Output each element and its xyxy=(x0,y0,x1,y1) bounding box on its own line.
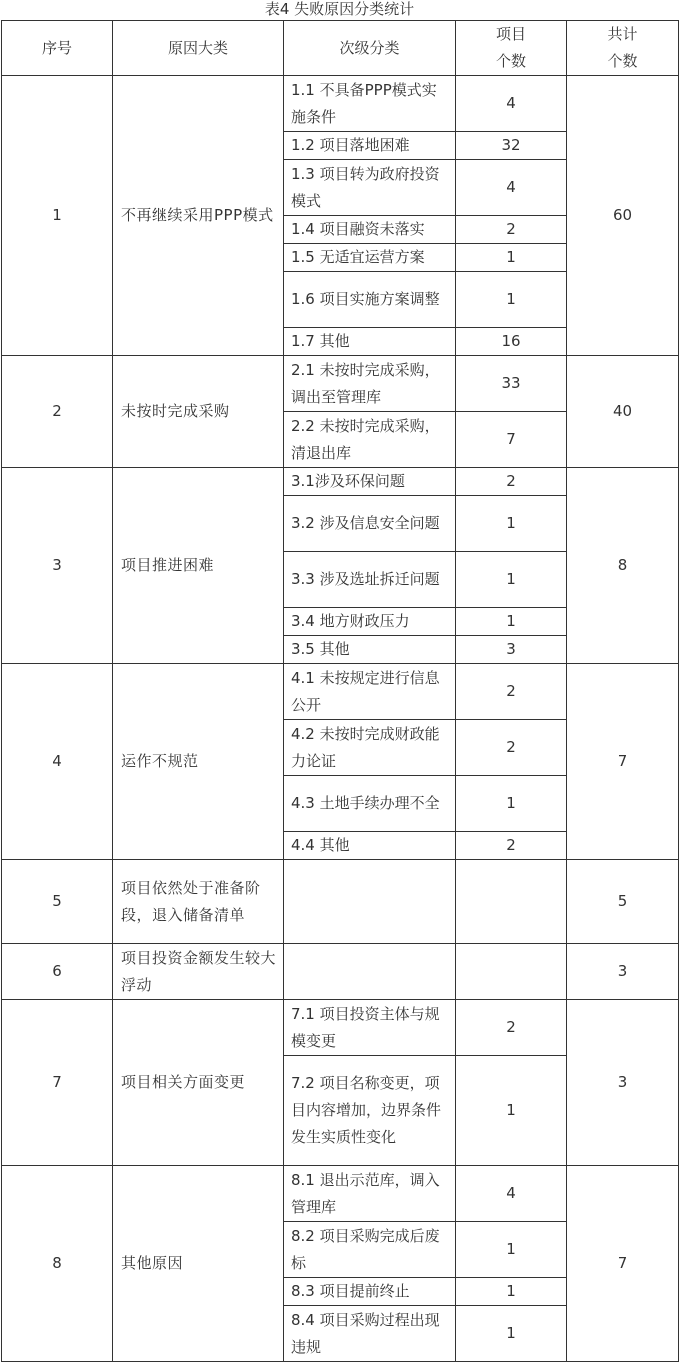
cell-count: 32 xyxy=(456,132,567,160)
cell-subcategory: 1.5 无适宜运营方案 xyxy=(284,244,456,272)
cell-subcategory: 7.1 项目投资主体与规模变更 xyxy=(284,1000,456,1056)
cell-subcategory xyxy=(284,860,456,944)
cell-no: 1 xyxy=(2,76,113,356)
header-total-line2: 个数 xyxy=(607,52,638,70)
cell-count: 1 xyxy=(456,244,567,272)
cell-subcategory: 7.2 项目名称变更，项目内容增加，边界条件发生实质性变化 xyxy=(284,1056,456,1166)
cell-category: 未按时完成采购 xyxy=(113,356,284,468)
cell-count: 4 xyxy=(456,1166,567,1222)
cell-no: 2 xyxy=(2,356,113,468)
header-category: 原因大类 xyxy=(113,21,284,76)
cell-subcategory: 8.3 项目提前终止 xyxy=(284,1278,456,1306)
cell-subcategory: 4.3 土地手续办理不全 xyxy=(284,776,456,832)
cell-count: 2 xyxy=(456,1000,567,1056)
cell-category: 项目推进困难 xyxy=(113,468,284,664)
cell-total: 8 xyxy=(567,468,679,664)
cell-subcategory xyxy=(284,944,456,1000)
cell-count: 1 xyxy=(456,1222,567,1278)
cell-total: 40 xyxy=(567,356,679,468)
cell-count: 1 xyxy=(456,1278,567,1306)
cell-subcategory: 4.4 其他 xyxy=(284,832,456,860)
cell-no: 6 xyxy=(2,944,113,1000)
cell-subcategory: 1.6 项目实施方案调整 xyxy=(284,272,456,328)
header-subcategory: 次级分类 xyxy=(284,21,456,76)
table-row xyxy=(2,468,679,496)
table-row xyxy=(2,76,679,132)
cell-category: 项目相关方面变更 xyxy=(113,1000,284,1166)
cell-total: 7 xyxy=(567,1166,679,1362)
cell-subcategory: 3.3 涉及选址拆迁问题 xyxy=(284,552,456,608)
cell-subcategory: 3.1涉及环保问题 xyxy=(284,468,456,496)
cell-total: 60 xyxy=(567,76,679,356)
cell-count: 1 xyxy=(456,272,567,328)
cell-category: 项目依然处于准备阶段，退入储备清单 xyxy=(113,860,284,944)
cell-count: 4 xyxy=(456,76,567,132)
cell-count: 2 xyxy=(456,468,567,496)
cell-category: 运作不规范 xyxy=(113,664,284,860)
table-body xyxy=(2,76,679,1362)
table-row xyxy=(2,860,679,944)
header-total xyxy=(567,21,679,76)
cell-count: 4 xyxy=(456,160,567,216)
cell-subcategory: 3.5 其他 xyxy=(284,636,456,664)
table-row xyxy=(2,944,679,1000)
cell-no: 7 xyxy=(2,1000,113,1166)
cell-subcategory: 3.2 涉及信息安全问题 xyxy=(284,496,456,552)
cell-count: 33 xyxy=(456,356,567,412)
header-row xyxy=(2,21,679,76)
cell-count: 1 xyxy=(456,1306,567,1362)
cell-subcategory: 1.3 项目转为政府投资模式 xyxy=(284,160,456,216)
cell-count: 3 xyxy=(456,636,567,664)
table-row xyxy=(2,1000,679,1056)
cell-count: 7 xyxy=(456,412,567,468)
cell-category: 项目投资金额发生较大浮动 xyxy=(113,944,284,1000)
cell-subcategory: 1.1 不具备PPP模式实施条件 xyxy=(284,76,456,132)
cell-category: 其他原因 xyxy=(113,1166,284,1362)
cell-count: 1 xyxy=(456,776,567,832)
cell-category: 不再继续采用PPP模式 xyxy=(113,76,284,356)
cell-count xyxy=(456,860,567,944)
header-count xyxy=(456,21,567,76)
header-count-line1: 项目 xyxy=(495,25,526,43)
cell-subcategory: 1.7 其他 xyxy=(284,328,456,356)
cell-count: 1 xyxy=(456,608,567,636)
cell-count: 1 xyxy=(456,1056,567,1166)
table-row xyxy=(2,664,679,720)
cell-subcategory: 1.2 项目落地困难 xyxy=(284,132,456,160)
cell-total: 7 xyxy=(567,664,679,860)
cell-subcategory: 3.4 地方财政压力 xyxy=(284,608,456,636)
cell-subcategory: 2.2 未按时完成采购，清退出库 xyxy=(284,412,456,468)
cell-total: 3 xyxy=(567,944,679,1000)
table-caption: 表4 失败原因分类统计 xyxy=(264,0,415,18)
cell-count xyxy=(456,944,567,1000)
header-no: 序号 xyxy=(2,21,113,76)
cell-count: 2 xyxy=(456,216,567,244)
cell-subcategory: 8.2 项目采购完成后废标 xyxy=(284,1222,456,1278)
cell-count: 1 xyxy=(456,496,567,552)
table-row xyxy=(2,1166,679,1222)
cell-subcategory: 4.2 未按时完成财政能力论证 xyxy=(284,720,456,776)
table-row xyxy=(2,356,679,412)
cell-subcategory: 8.4 项目采购过程出现违规 xyxy=(284,1306,456,1362)
cell-subcategory: 4.1 未按规定进行信息公开 xyxy=(284,664,456,720)
header-count-line2: 个数 xyxy=(495,52,526,70)
cell-count: 2 xyxy=(456,664,567,720)
cell-subcategory: 1.4 项目融资未落实 xyxy=(284,216,456,244)
cell-subcategory: 8.1 退出示范库，调入管理库 xyxy=(284,1166,456,1222)
header-total-line1: 共计 xyxy=(607,25,638,43)
cell-no: 4 xyxy=(2,664,113,860)
cell-count: 16 xyxy=(456,328,567,356)
cell-count: 2 xyxy=(456,720,567,776)
failure-reason-table xyxy=(1,20,679,1362)
cell-total: 5 xyxy=(567,860,679,944)
cell-no: 8 xyxy=(2,1166,113,1362)
cell-count: 2 xyxy=(456,832,567,860)
cell-total: 3 xyxy=(567,1000,679,1166)
cell-subcategory: 2.1 未按时完成采购，调出至管理库 xyxy=(284,356,456,412)
cell-count: 1 xyxy=(456,552,567,608)
cell-no: 3 xyxy=(2,468,113,664)
cell-no: 5 xyxy=(2,860,113,944)
